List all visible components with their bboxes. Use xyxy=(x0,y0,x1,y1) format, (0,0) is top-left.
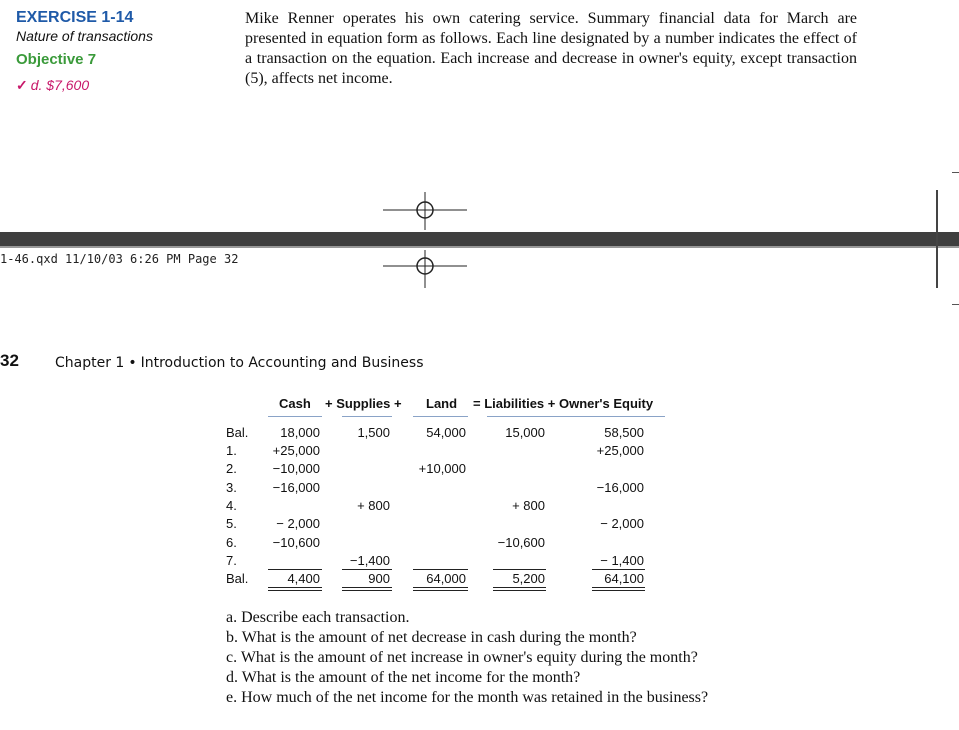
cell-equity: +25,000 xyxy=(596,443,644,458)
header-rule xyxy=(413,416,468,417)
cell-liabilities-total: 5,200 xyxy=(512,571,545,586)
double-rule xyxy=(413,587,468,588)
row-label: 4. xyxy=(226,498,237,513)
crop-mark-tick xyxy=(952,172,959,173)
cell-supplies: + 800 xyxy=(357,498,390,513)
file-slug-line: 1-46.qxd 11/10/03 6:26 PM Page 32 xyxy=(0,252,239,266)
double-rule xyxy=(342,590,392,591)
cell-cash: −10,600 xyxy=(272,535,320,550)
total-rule xyxy=(342,569,392,570)
double-rule xyxy=(493,587,546,588)
cell-supplies-total: 900 xyxy=(368,571,390,586)
row-label: 5. xyxy=(226,516,237,531)
double-rule xyxy=(592,590,645,591)
question-item: d. What is the amount of the net income for the month? xyxy=(226,669,581,686)
row-label: 1. xyxy=(226,443,237,458)
double-rule xyxy=(268,590,322,591)
col-header-supplies: + Supplies + xyxy=(325,396,402,411)
cell-cash: −10,000 xyxy=(272,461,320,476)
row-label: Bal. xyxy=(226,571,249,586)
header-rule xyxy=(487,416,665,417)
check-answer-text: d. $7,600 xyxy=(30,77,90,93)
question-item: b. What is the amount of net decrease in cash during the month? xyxy=(226,629,637,646)
bullet-icon: • xyxy=(128,355,137,371)
check-answer xyxy=(16,77,89,94)
double-rule xyxy=(413,590,468,591)
cell-liabilities: 15,000 xyxy=(505,425,545,440)
cell-land-total: 64,000 xyxy=(426,571,466,586)
intro-paragraph: Mike Renner operates his own catering service. Summary financial data for March are presented in equation form as follows. Each line designated by a number indicates the effect of a transaction on the equation. Each increase and decrease in owner's equity, except transaction (5), affects net income. xyxy=(245,10,857,87)
print-bar-edge xyxy=(0,246,959,248)
total-rule xyxy=(592,569,645,570)
print-bar xyxy=(0,232,959,246)
objective-label: Objective 7 xyxy=(16,51,97,68)
question-item: c. What is the amount of net increase in owner's equity during the month? xyxy=(226,649,698,666)
question-item: a. Describe each transaction. xyxy=(226,609,410,626)
total-rule xyxy=(493,569,546,570)
col-header-liabilities-equity: = Liabilities + Owner's Equity xyxy=(473,396,654,411)
header-rule xyxy=(268,416,322,417)
question-item: e. How much of the net income for the month was retained in the business? xyxy=(226,689,709,706)
cell-liabilities: −10,600 xyxy=(497,535,545,550)
total-rule xyxy=(413,569,468,570)
cell-cash: − 2,000 xyxy=(276,516,320,531)
exercise-title: EXERCISE 1-14 xyxy=(16,9,134,26)
cell-cash: 18,000 xyxy=(280,425,320,440)
chapter-title: Introduction to Accounting and Business xyxy=(140,355,424,371)
row-label: 6. xyxy=(226,535,237,550)
row-label: Bal. xyxy=(226,425,249,440)
question-list xyxy=(226,608,708,708)
cell-equity: − 2,000 xyxy=(600,516,644,531)
cell-liabilities: + 800 xyxy=(512,498,545,513)
checkmark-icon: ✓ xyxy=(16,77,28,93)
cell-equity-total: 64,100 xyxy=(604,571,644,586)
page-number: 32 xyxy=(0,351,19,370)
cell-cash: +25,000 xyxy=(272,443,320,458)
cell-equity: − 1,400 xyxy=(600,553,644,568)
col-header-land: Land xyxy=(426,396,458,411)
col-header-cash: Cash xyxy=(279,396,311,411)
cell-land: +10,000 xyxy=(418,461,466,476)
cell-equity: 58,500 xyxy=(604,425,644,440)
double-rule xyxy=(268,587,322,588)
header-rule xyxy=(342,416,392,417)
cell-supplies: 1,500 xyxy=(357,425,390,440)
double-rule xyxy=(592,587,645,588)
total-rule xyxy=(268,569,322,570)
cell-land: 54,000 xyxy=(426,425,466,440)
chapter-label: Chapter 1 xyxy=(55,355,125,371)
cell-cash: −16,000 xyxy=(272,480,320,495)
double-rule xyxy=(342,587,392,588)
cell-supplies: −1,400 xyxy=(349,553,390,568)
crop-mark-vertical xyxy=(936,190,938,288)
double-rule xyxy=(493,590,546,591)
row-label: 7. xyxy=(226,553,237,568)
cell-equity: −16,000 xyxy=(596,480,644,495)
cell-cash-total: 4,400 xyxy=(287,571,320,586)
row-label: 3. xyxy=(226,480,237,495)
crop-mark-tick xyxy=(952,304,959,305)
row-label: 2. xyxy=(226,461,237,476)
chapter-header xyxy=(55,355,424,371)
exercise-subtitle: Nature of transactions xyxy=(16,28,153,44)
